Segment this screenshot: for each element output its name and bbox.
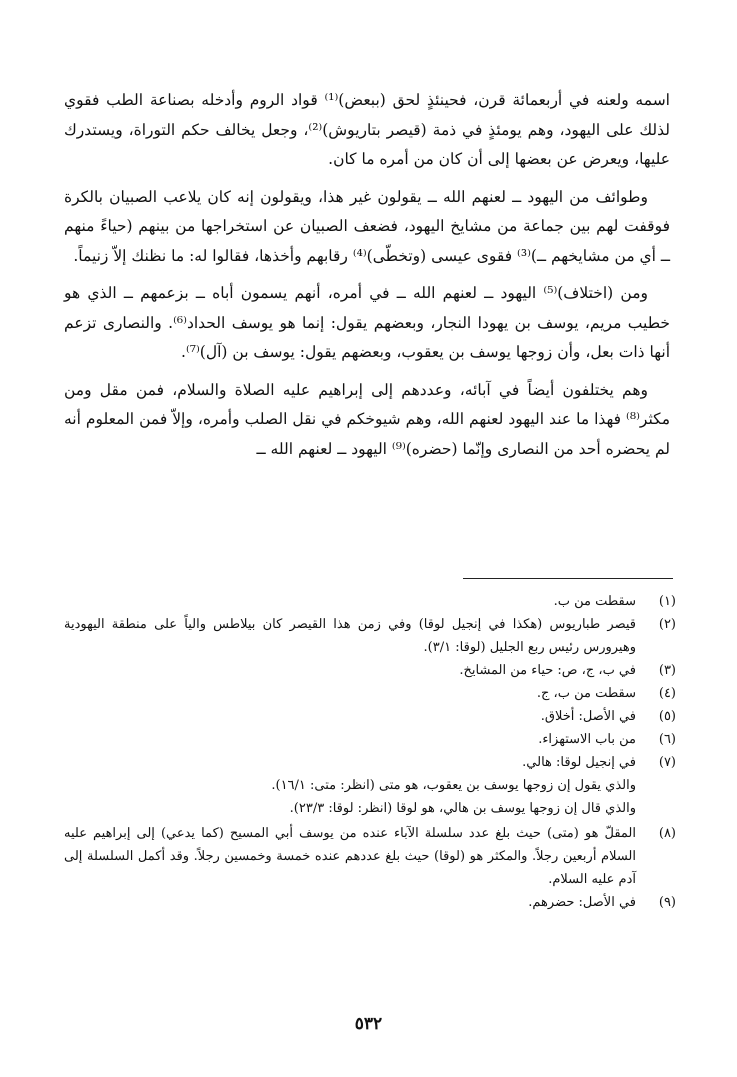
footnote-2 (64, 613, 676, 659)
footnote-text: سقطت من ب. (553, 594, 636, 609)
paragraph-2: وطوائف من اليهود ــ لعنهم الله ــ يقولون غير هذا، ويقولون إنه كان يلاعب الصبيان بالكرة فوقفت لهم بين جماعة من مشايخ اليهود، فضعف الصبيان عن استخراجها من بينهم (حياءً منهم ــ أي من مشايخهم ــ)⁽³⁾ فقوى عيسى (وتخطّى)⁽⁴⁾ رقابهم وأخذها، فقالوا له: ما نظنك إلاّ زنيماً. (64, 187, 670, 265)
footnote-text: في إنجيل لوقا: هالي. (522, 755, 636, 770)
footnote-7-details (64, 774, 676, 820)
footnote-text: من باب الاستهزاء. (538, 732, 636, 747)
footnote-3 (64, 659, 676, 682)
main-text (64, 86, 670, 472)
page-number: ٥٣٢ (354, 1014, 383, 1034)
footnote-number: (٩) (658, 895, 676, 910)
footnote-7 (64, 751, 676, 774)
footnote-number: (٥) (658, 709, 676, 724)
footnote-8 (64, 822, 676, 891)
footnotes (64, 590, 676, 914)
footnote-7-line-1: والذي يقول إن زوجها يوسف بن يعقوب، هو متى (انظر: متى: ١٦/١). (271, 778, 636, 793)
footnote-text: في الأصل: أخلاق. (540, 709, 636, 724)
footnote-text: في الأصل: حضرهم. (528, 895, 636, 910)
footnote-7-line-2: والذي قال إن زوجها يوسف بن هالي، هو لوقا (انظر: لوقا: ٢٣/٣). (289, 801, 636, 816)
footnote-text: في ب، ج، ص: حياء من المشايخ. (459, 663, 636, 678)
footnote-6 (64, 728, 676, 751)
footnote-9 (64, 891, 676, 914)
paragraph-4: وهم يختلفون أيضاً في آبائه، وعددهم إلى إبراهيم عليه الصلاة والسلام، فمن مقل ومن مكثر⁽⁸⁾ فهذا ما عند اليهود لعنهم الله، وهم شيوخكم في نقل الصلب وأمره، وإلاّ فمن المعلوم أنه لم يحضره أحد من النصارى وإنّما (حضره)⁽⁹⁾ اليهود ــ لعنهم الله ــ (64, 380, 670, 458)
footnote-1 (64, 590, 676, 613)
footnote-number: (٨) (658, 826, 676, 841)
paragraph-3: ومن (اختلاف)⁽⁵⁾ اليهود ــ لعنهم الله ــ في أمره، أنهم يسمون أباه ــ بزعمهم ــ الذي هو خطيب مريم، يوسف بن يهودا النجار، وبعضهم يقول: إنما هو يوسف الحداد⁽⁶⁾. والنصارى تزعم أنها ذات بعل، وأن زوجها يوسف بن يعقوب، وبعضهم يقول: يوسف بن (آل)⁽⁷⁾. (64, 284, 670, 361)
footnote-separator (463, 578, 673, 579)
footnote-number: (١) (658, 594, 676, 609)
footnote-text: قيصر طباريوس (هكذا في إنجيل لوقا) وفي زمن هذا القيصر كان بيلاطس والياً على منطقة اليهودية وهيرورس رئيس ربع الجليل (لوقا: ٣/١). (64, 617, 636, 655)
footnote-number: (٤) (658, 686, 676, 701)
footnote-5 (64, 705, 676, 728)
footnote-text: سقطت من ب، ج. (536, 686, 636, 701)
footnote-number: (٢) (658, 617, 676, 632)
footnote-number: (٧) (658, 755, 676, 770)
footnote-text: المقلّ هو (متى) حيث بلغ عدد سلسلة الآباء عنده من يوسف أبي المسيح (كما يدعي) إلى إبراهيم عليه السلام أربعين رجلاً. والمكثر هو (لوقا) حيث بلغ عددهم عنده خمسة وخمسين رجلاً. وقد أكمل السلسلة إلى آدم عليه السلام. (64, 826, 636, 887)
footnote-number: (٣) (658, 663, 676, 678)
paragraph-1: اسمه ولعنه في أربعمائة قرن، فحينئذٍ لحق (ببعض)⁽¹⁾ قواد الروم وأدخله بصناعة الطب فقوي لذلك على اليهود، وهم يومئذٍ في ذمة (قيصر بتاريوش)⁽²⁾، وجعل يخالف حكم التوراة، ويستدرك عليها، ويعرض عن بعضها إلى أن كان من أمره ما كان. (64, 91, 670, 168)
footnote-number: (٦) (658, 732, 676, 747)
footnote-4 (64, 682, 676, 705)
